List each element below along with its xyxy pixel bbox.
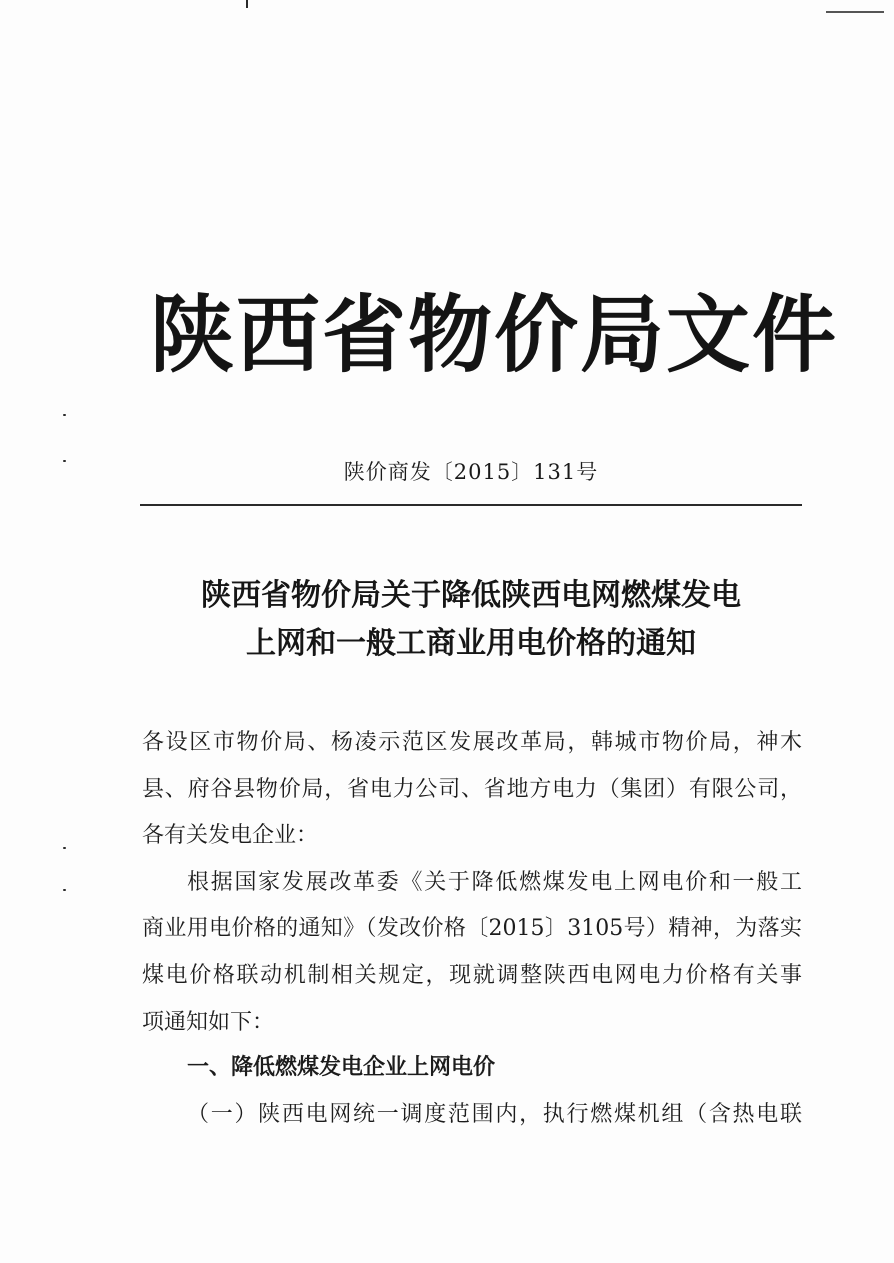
body-paragraph-line-2: 商业用电价格的通知》（发改价格〔2015〕3105号）精神，为落实: [142, 916, 802, 941]
document-masthead: 陕西省物价局文件: [150, 285, 839, 384]
addressee-line-3: 各有关发电企业：: [142, 823, 319, 848]
binding-hole-mark: [63, 889, 66, 891]
body-paragraph-line-4: 项通知如下：: [142, 1010, 275, 1035]
binding-hole-mark: [63, 460, 66, 462]
addressee-line-2: 县、府谷县物价局，省电力公司、省地方电力（集团）有限公司，: [142, 777, 802, 802]
body-paragraph-line-3: 煤电价格联动机制相关规定，现就调整陕西电网电力价格有关事: [142, 963, 802, 988]
section-heading: 一、降低燃煤发电企业上网电价: [187, 1054, 496, 1080]
document-title-line-1: 陕西省物价局关于降低陕西电网燃煤发电: [201, 578, 741, 613]
section-item-line: （一）陕西电网统一调度范围内，执行燃煤机组（含热电联: [187, 1102, 802, 1127]
binding-hole-mark: [63, 847, 66, 849]
scan-mark: [826, 11, 884, 13]
header-divider: [140, 504, 802, 506]
document-title-line-2: 上网和一般工商业用电价格的通知: [246, 626, 696, 661]
body-paragraph-line-1: 根据国家发展改革委《关于降低燃煤发电上网电价和一般工: [187, 870, 802, 895]
binding-hole-mark: [63, 414, 66, 416]
addressee-line-1: 各设区市物价局、杨凌示范区发展改革局，韩城市物价局，神木: [142, 730, 802, 755]
scan-mark: [246, 0, 248, 8]
document-number: 陕价商发〔2015〕131号: [343, 460, 599, 484]
